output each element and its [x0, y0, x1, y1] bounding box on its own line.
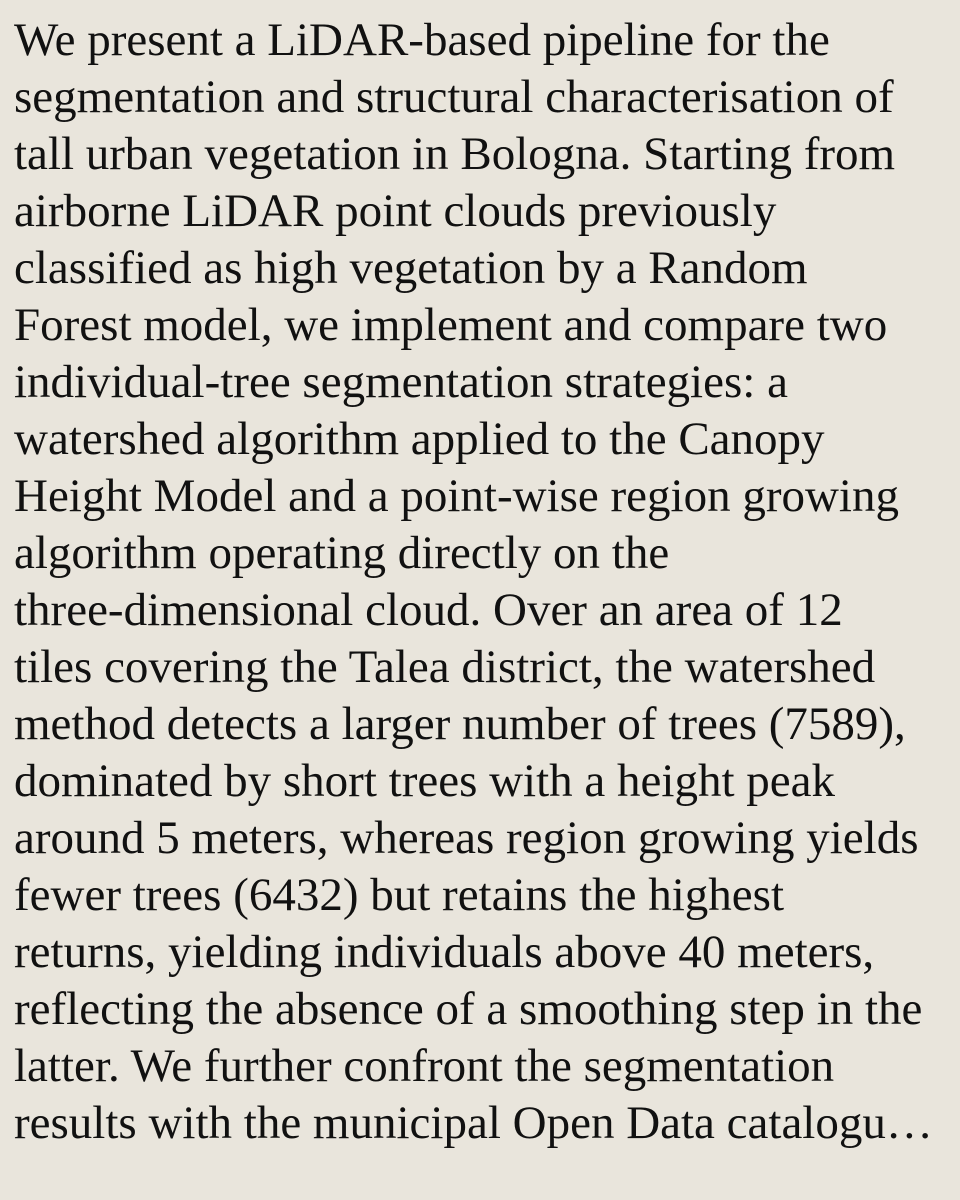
abstract-line: reflecting the absence of a smoothing step in the [14, 983, 923, 1035]
abstract-line: results with the municipal Open Data catalogu… [14, 1097, 933, 1149]
abstract-line: tall urban vegetation in Bologna. Starting from [14, 128, 896, 180]
abstract-line: segmentation and structural characterisation of [14, 71, 894, 123]
abstract-line: method detects a larger number of trees (7589), [14, 698, 906, 750]
abstract-text [14, 12, 946, 1152]
abstract-line: We present a LiDAR-based pipeline for the [14, 14, 830, 66]
abstract-line: dominated by short trees with a height peak [14, 755, 835, 807]
abstract-line: three-dimensional cloud. Over an area of 12 [14, 584, 843, 636]
abstract-line: watershed algorithm applied to the Canopy [14, 413, 825, 465]
abstract-line: around 5 meters, whereas region growing yields [14, 812, 919, 864]
abstract-line: Forest model, we implement and compare two [14, 299, 888, 351]
abstract-line: algorithm operating directly on the [14, 527, 670, 579]
abstract-line: tiles covering the Talea district, the watershed [14, 641, 876, 693]
abstract-line: fewer trees (6432) but retains the highest [14, 869, 785, 921]
abstract-line: Height Model and a point-wise region growing [14, 470, 899, 522]
abstract-line: latter. We further confront the segmentation [14, 1040, 835, 1092]
abstract-line: returns, yielding individuals above 40 meters, [14, 926, 875, 978]
abstract-line: airborne LiDAR point clouds previously [14, 185, 777, 237]
abstract-line: classified as high vegetation by a Random [14, 242, 808, 294]
abstract-line: individual-tree segmentation strategies: a [14, 356, 788, 408]
